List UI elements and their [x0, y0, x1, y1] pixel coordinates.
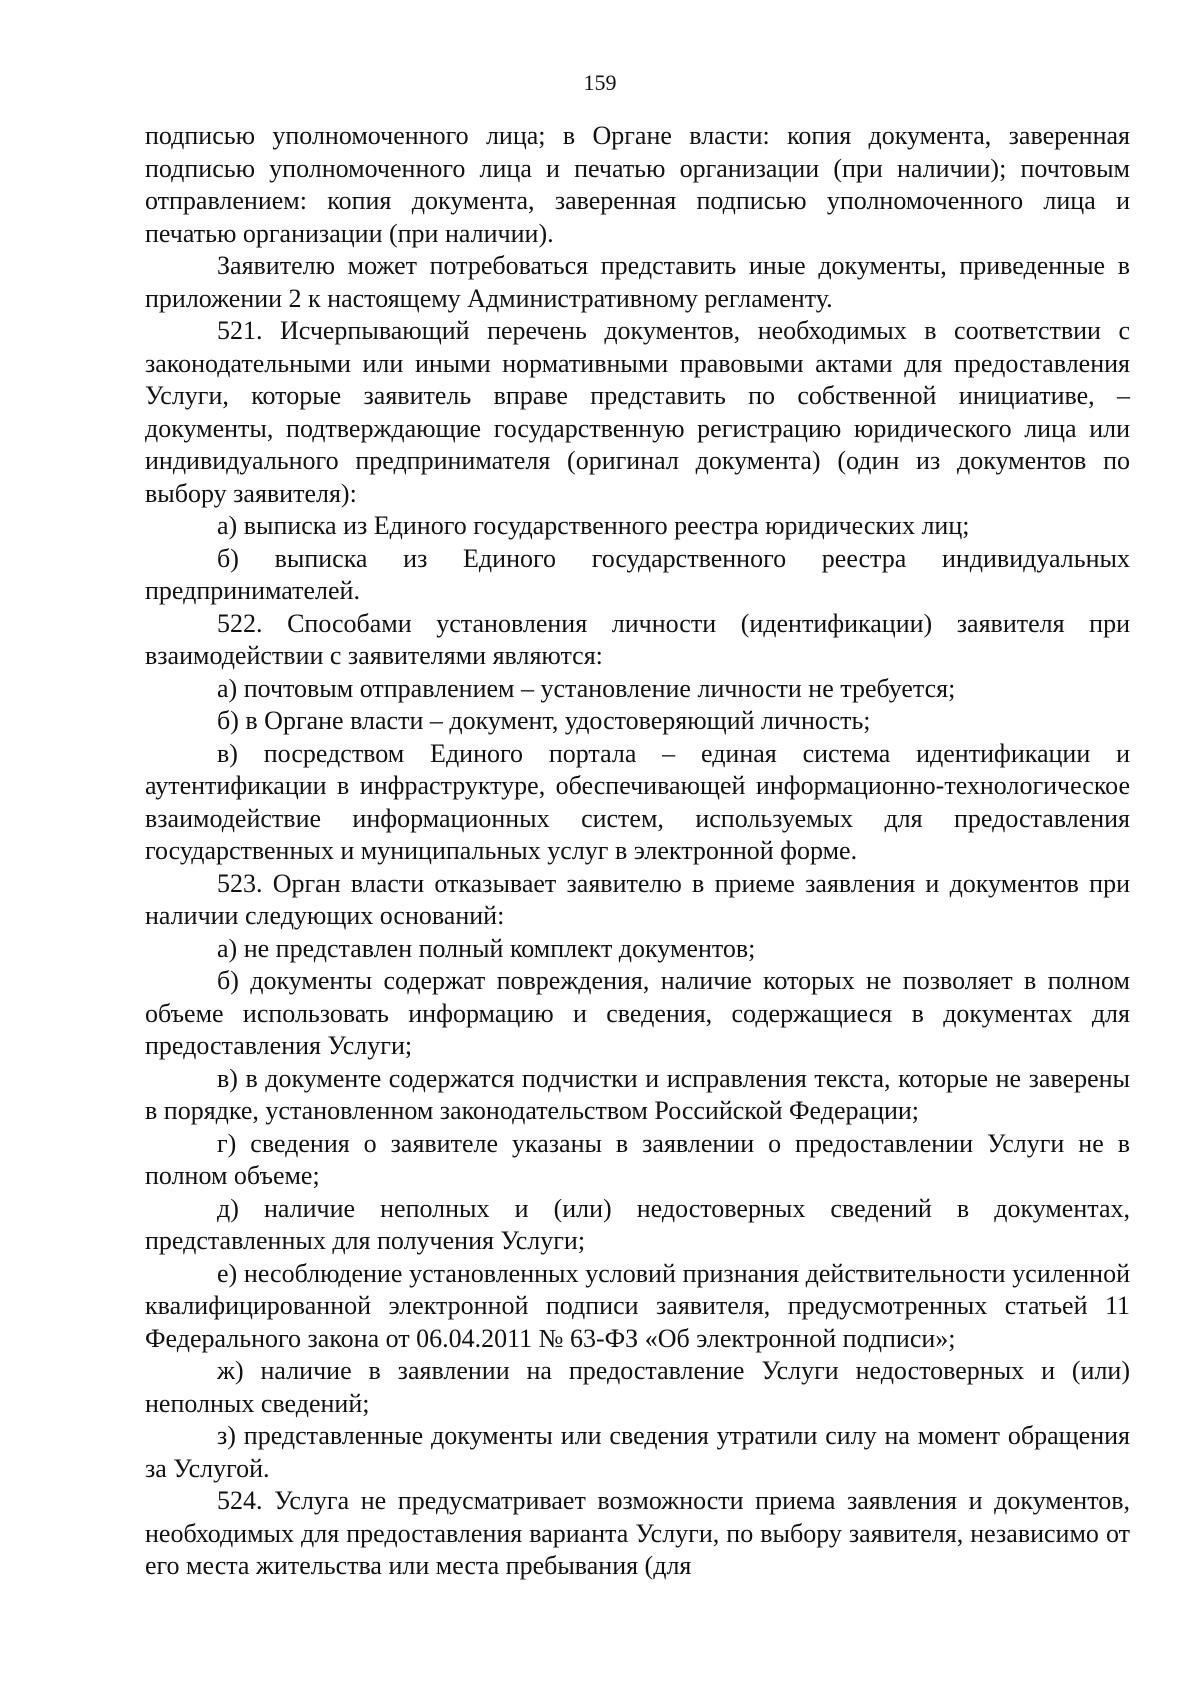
paragraph-additional-documents: Заявителю может потребоваться представить иные документы, приведенные в приложении 2 к настоящему Административному регламенту. [145, 251, 1130, 313]
list-item-521-a: а) выписка из Единого государственного реестра юридических лиц; [217, 511, 970, 540]
list-item-523-f: е) несоблюдение установленных условий признания действительности усиленной квалифицированной электронной подписи заявителя, предусмотренных статьей 11 Федерального закона от 06.04.2011 № 63-ФЗ «Об электронной подписи»; [145, 1258, 1130, 1353]
list-item-521-b: б) выписка из Единого государственного реестра индивидуальных предпринимателей. [145, 543, 1130, 605]
paragraph-523: 523. Орган власти отказывает заявителю в приеме заявления и документов при наличии следующих оснований: [145, 868, 1130, 930]
paragraph-524: 524. Услуга не предусматривает возможности приема заявления и документов, необходимых для предоставления варианта Услуги, по выбору заявителя, независимо от его места жительства или места пребывания (для [145, 1486, 1130, 1580]
paragraph-continuation: подписью уполномоченного лица; в Органе власти: копия документа, заверенная подписью уполномоченного лица и печатью организации (при наличии); почтовым отправлением: копия документа, заверенная подписью уполномоченного лица и печатью организации (при наличии). [145, 121, 1130, 248]
list-item-523-e: д) наличие неполных и (или) недостоверных сведений в документах, представленных для получения Услуги; [145, 1193, 1130, 1255]
paragraph-521: 521. Исчерпывающий перечень документов, необходимых в соответствии с законодательными или иными нормативными правовыми актами для предоставления Услуги, которые заявитель вправе представить по собственной инициативе, – документы, подтверждающие государственную регистрацию юридического лица или индивидуального предпринимателя (оригинал документа) (один из документов по выбору заявителя): [145, 316, 1130, 508]
page-number: 159 [583, 70, 617, 95]
list-item-523-g: ж) наличие в заявлении на предоставление Услуги недостоверных и (или) неполных сведений; [145, 1356, 1130, 1418]
list-item-523-c: в) в документе содержатся подчистки и исправления текста, которые не заверены в порядке, установленном законодательством Российской Федерации; [145, 1063, 1130, 1125]
list-item-523-a: а) не представлен полный комплект документов; [217, 933, 756, 963]
paragraph-522: 522. Способами установления личности (идентификации) заявителя при взаимодействии с заявителями являются: [145, 608, 1130, 670]
list-item-522-a: а) почтовым отправлением – установление личности не требуется; [217, 673, 956, 703]
list-item-523-h: з) представленные документы или сведения утратили силу на момент обращения за Услугой. [145, 1421, 1130, 1483]
list-item-522-b: б) в Органе власти – документ, удостоверяющий личность; [217, 706, 871, 735]
list-item-522-c: в) посредством Единого портала – единая система идентификации и аутентификации в инфраструктуре, обеспечивающей информационно-технологическое взаимодействие информационных систем, используемых для предоставления государственных и муниципальных услуг в электронной форме. [145, 738, 1130, 865]
list-item-523-b: б) документы содержат повреждения, наличие которых не позволяет в полном объеме использовать информацию и сведения, содержащиеся в документах для предоставления Услуги; [145, 966, 1130, 1060]
document-body [145, 120, 1130, 1583]
list-item-523-d: г) сведения о заявителе указаны в заявлении о предоставлении Услуги не в полном объеме; [145, 1128, 1130, 1190]
